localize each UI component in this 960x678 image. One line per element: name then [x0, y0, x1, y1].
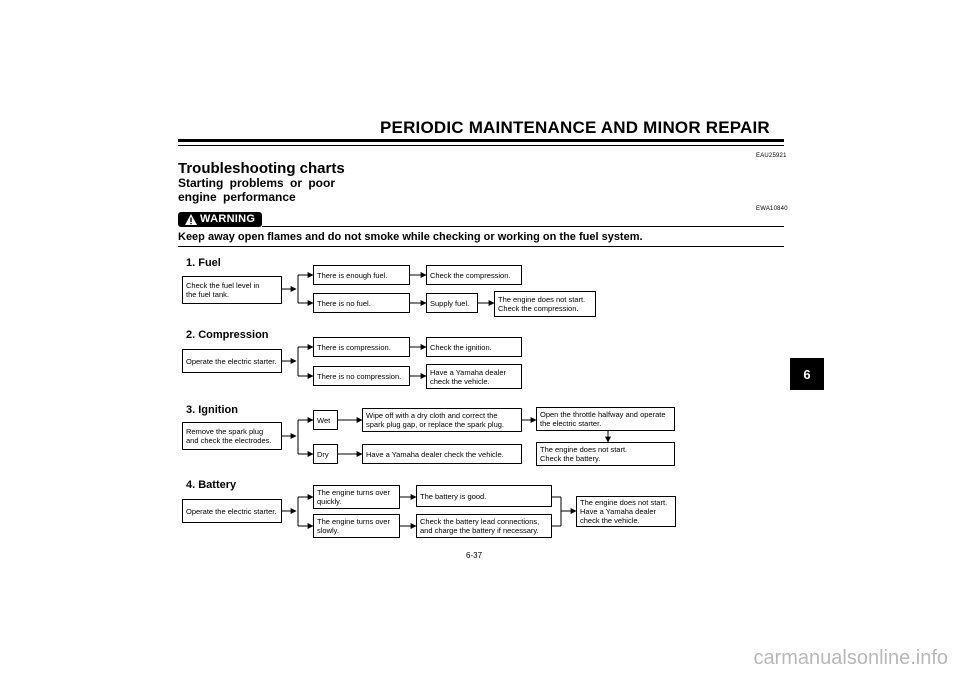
battery-good-box: The battery is good.	[416, 485, 552, 507]
compression-no-box: There is no compression.	[313, 366, 410, 386]
compression-dealer-box: Have a Yamaha dealer check the vehicle.	[426, 364, 522, 389]
warning-text: Keep away open flames and do not smoke while checking or working on the fuel system.	[178, 231, 643, 243]
battery-charge-box: Check the battery lead connections, and charge the battery if necessary.	[416, 514, 552, 538]
ignition-open-throttle-box: Open the throttle halfway and operate the electric starter.	[536, 407, 675, 431]
ignition-wipe-box: Wipe off with a dry cloth and correct the spark plug gap, or replace the spark plug.	[362, 408, 522, 432]
fuel-enough-box: There is enough fuel.	[313, 265, 410, 285]
battery-check-box: Operate the electric starter.	[182, 499, 282, 523]
battery-step-title: 4. Battery	[186, 479, 237, 491]
ignition-step-title: 3. Ignition	[186, 404, 238, 416]
compression-step-title: 2. Compression	[186, 329, 269, 341]
warning-label: WARNING	[200, 213, 256, 225]
battery-result-box: The engine does not start. Have a Yamaha dealer check the vehicle.	[576, 496, 676, 527]
ignition-dealer-box: Have a Yamaha dealer check the vehicle.	[362, 444, 522, 464]
battery-quick-box: The engine turns over quickly.	[313, 485, 400, 509]
fuel-supply-box: Supply fuel.	[426, 293, 478, 313]
ignition-dry-box: Dry	[313, 444, 338, 464]
compression-yes-box: There is compression.	[313, 337, 410, 357]
chapter-tab: 6	[790, 358, 824, 390]
ewa-code: EWA10840	[756, 206, 788, 212]
fuel-result-box: The engine does not start. Check the compression.	[494, 291, 596, 317]
watermark-text: carmanualsonline.info	[753, 647, 948, 669]
fuel-none-box: There is no fuel.	[313, 293, 410, 313]
page-number: 6-37	[466, 551, 483, 560]
eau-code: EAU25921	[756, 153, 787, 159]
section-title: Troubleshooting charts	[178, 160, 345, 177]
fuel-check-box: Check the fuel level in the fuel tank.	[182, 276, 282, 304]
compression-check-box: Operate the electric starter.	[182, 349, 282, 373]
compression-check-ignition-box: Check the ignition.	[426, 337, 522, 357]
ignition-wet-box: Wet	[313, 410, 338, 430]
fuel-step-title: 1. Fuel	[186, 257, 221, 269]
section-subtitle: Starting problems or poor engine performance	[178, 176, 336, 204]
page-header-title: PERIODIC MAINTENANCE AND MINOR REPAIR	[380, 118, 770, 137]
ignition-check-box: Remove the spark plug and check the electrodes.	[182, 422, 282, 450]
battery-slow-box: The engine turns over slowly.	[313, 514, 400, 538]
fuel-check-compression-box: Check the compression.	[426, 265, 522, 285]
ignition-check-battery-box: The engine does not start. Check the battery.	[536, 442, 675, 466]
